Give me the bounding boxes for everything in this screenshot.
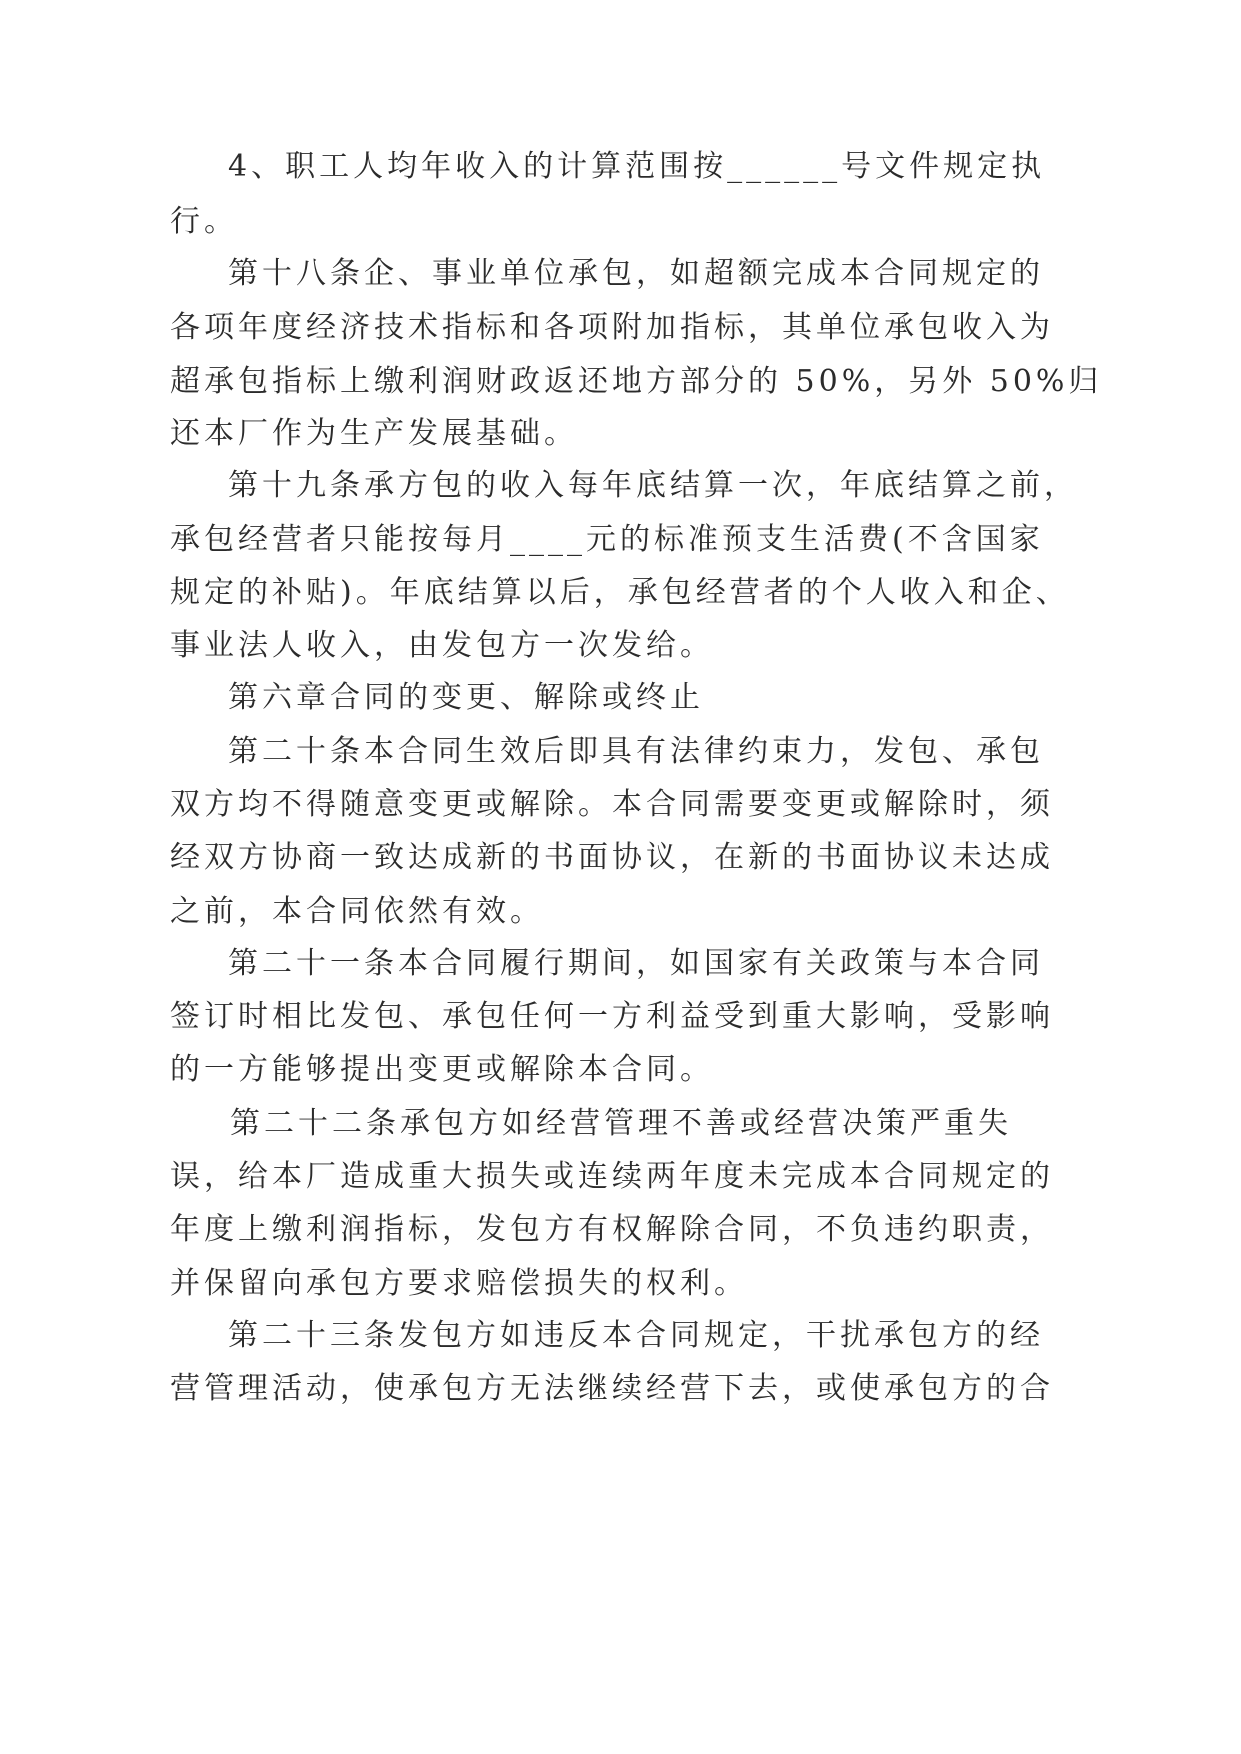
text-line: 各项年度经济技术指标和各项附加指标，其单位承包收入为 (170, 310, 1054, 345)
text-line: 的一方能够提出变更或解除本合同。 (170, 1052, 714, 1087)
text-line: 行。 (170, 204, 238, 239)
text-line: 规定的补贴)。年底结算以后，承包经营者的个人收入和企、 (170, 575, 1070, 610)
text-line: 并保留向承包方要求赔偿损失的权利。 (170, 1266, 748, 1301)
text-line: 签订时相比发包、承包任何一方利益受到重大影响，受影响 (170, 999, 1054, 1034)
text-line: 第二十二条承包方如经营管理不善或经营决策严重失 (230, 1106, 1012, 1141)
text-line: 第二十条本合同生效后即具有法律约束力，发包、承包 (228, 734, 1044, 769)
text-line: 第二十一条本合同履行期间，如国家有关政策与本合同 (228, 946, 1044, 981)
text-line: 第十九条承方包的收入每年底结算一次，年底结算之前， (228, 468, 1078, 503)
text-line: 承包经营者只能按每月____元的标准预支生活费(不含国家 (170, 522, 1044, 557)
text-line: 误，给本厂造成重大损失或连续两年度未完成本合同规定的 (170, 1159, 1054, 1194)
text-line: 超承包指标上缴利润财政返还地方部分的 50%，另外 50%归 (170, 364, 1103, 399)
text-line: 营管理活动，使承包方无法继续经营下去，或使承包方的合 (170, 1371, 1054, 1406)
text-line: 4、职工人均年收入的计算范围按______号文件规定执 (228, 149, 1046, 184)
chapter-heading: 第六章合同的变更、解除或终止 (228, 680, 704, 715)
text-line: 事业法人收入，由发包方一次发给。 (170, 628, 714, 663)
text-line: 双方均不得随意变更或解除。本合同需要变更或解除时，须 (170, 787, 1054, 822)
text-line: 经双方协商一致达成新的书面协议，在新的书面协议未达成 (170, 840, 1054, 875)
text-line: 还本厂作为生产发展基础。 (170, 416, 578, 451)
text-line: 之前，本合同依然有效。 (170, 894, 544, 929)
text-line: 第二十三条发包方如违反本合同规定，干扰承包方的经 (228, 1318, 1044, 1353)
text-line: 年度上缴利润指标，发包方有权解除合同，不负违约职责， (170, 1212, 1054, 1247)
text-line: 第十八条企、事业单位承包，如超额完成本合同规定的 (228, 256, 1044, 291)
